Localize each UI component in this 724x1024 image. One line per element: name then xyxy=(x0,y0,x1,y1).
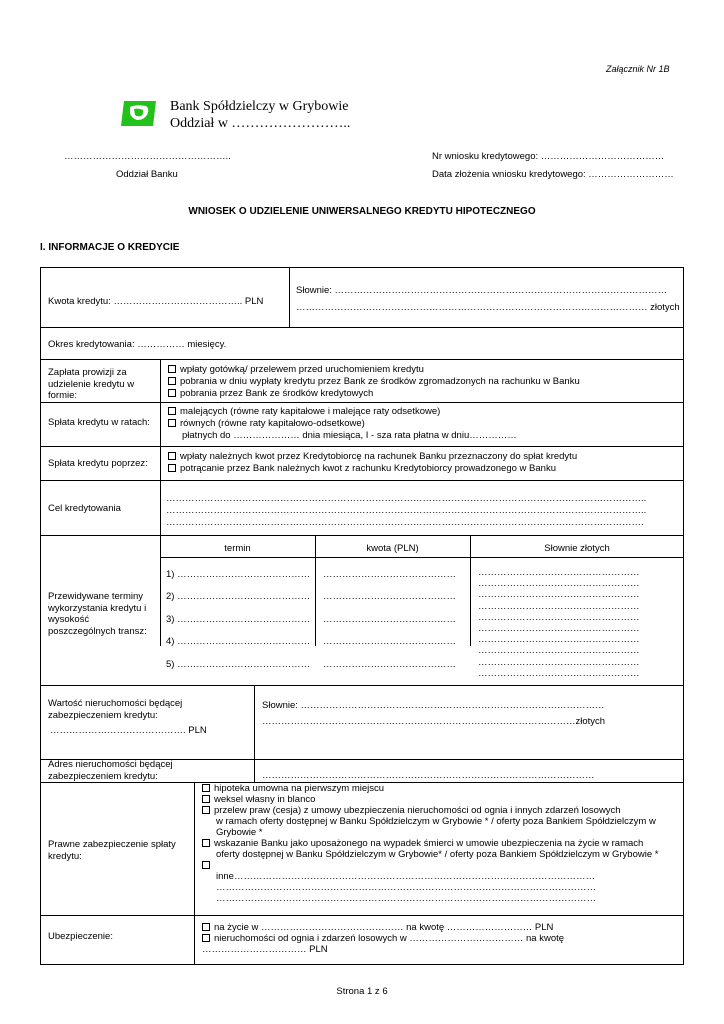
security-other-line-1[interactable]: ………………………………………………………………………………………………………… xyxy=(216,882,596,893)
tranche-amount-3[interactable]: …………………………………… xyxy=(323,614,456,625)
divider xyxy=(40,359,684,360)
divider xyxy=(40,327,684,328)
repayment-label: Spłata kredytu poprzez: xyxy=(48,458,148,469)
tranche-amount-5[interactable]: …………………………………… xyxy=(323,659,456,670)
insurance-options xyxy=(202,922,564,955)
security-other-line-2[interactable]: ………………………………………………………………………………………………………… xyxy=(216,893,596,904)
bank-name: Bank Spółdzielczy w Grybowie xyxy=(170,99,349,114)
insurance-option-life[interactable]: na życie w ……………………………………… na kwotę ……………………… PLN xyxy=(202,922,564,933)
section-title: I. INFORMACJE O KREDYCIE xyxy=(40,242,180,253)
tranche-amount-4[interactable]: …………………………………… xyxy=(323,636,456,647)
checkbox[interactable] xyxy=(168,365,176,373)
property-value-label: Wartość nieruchomości będącej zabezpieczeniem kredytu: xyxy=(48,698,183,721)
checkbox[interactable] xyxy=(202,806,210,814)
divider xyxy=(194,782,195,965)
tranche-amount-1[interactable]: …………………………………… xyxy=(323,569,456,580)
page-number: Strona 1 z 6 xyxy=(336,986,388,997)
security-option-assignment-cont2: Grybowie * xyxy=(216,827,263,838)
checkbox[interactable] xyxy=(168,377,176,385)
branch-dots[interactable]: …………………………………………….. xyxy=(64,151,231,162)
application-number-field[interactable]: Nr wniosku kredytowego: ………………………………… xyxy=(432,151,665,162)
page-title: WNIOSEK O UDZIELENIE UNIWERSALNEGO KREDYTU HIPOTECZNEGO xyxy=(188,206,536,217)
checkbox[interactable] xyxy=(168,419,176,427)
tranches-header-amount: kwota (PLN) xyxy=(366,543,419,554)
commission-option-1[interactable]: wpłaty gotówką/ przelewem przed uruchomieniem kredytu xyxy=(168,364,424,375)
security-option-other[interactable]: inne…………………………………………………………………………………………………… xyxy=(216,871,595,882)
insurance-option-property-amount[interactable]: …………………………… PLN xyxy=(202,944,328,955)
checkbox[interactable] xyxy=(168,407,176,415)
tranche-term-3[interactable]: 3) …………………………………… xyxy=(166,614,311,625)
checkbox[interactable] xyxy=(202,934,210,942)
security-option-assignment-cont: w ramach oferty dostępnej w Banku Spółdzielczym w Grybowie * / oferty poza Bankiem Spółdzielczym w xyxy=(216,816,656,827)
insurance-label: Ubezpieczenie: xyxy=(48,931,113,942)
property-value-pln[interactable]: ……………………………………. PLN xyxy=(50,725,207,736)
credit-period-field[interactable]: Okres kredytowania: …………… miesięcy. xyxy=(48,339,227,350)
installments-option-1[interactable]: malejących (równe raty kapitałowe i malejące raty odsetkowe) xyxy=(168,406,440,417)
divider xyxy=(40,402,684,403)
tranche-term-5[interactable]: 5) …………………………………… xyxy=(166,659,311,670)
tranches-label: Przewidywane terminy wykorzystania kredytu i wysokość poszczególnych transz: xyxy=(48,591,147,637)
property-value-words-1[interactable]: Słownie: …………………………………………………………………………………… xyxy=(262,700,605,711)
credit-amount-field[interactable]: Kwota kredytu: ………………………………….. PLN xyxy=(48,296,264,307)
security-option-promissory-note[interactable]: weksel własny in blanco xyxy=(202,794,658,805)
legal-security-label: Prawne zabezpieczenie spłaty kredytu: xyxy=(48,839,176,862)
attachment-label: Załącznik Nr 1B xyxy=(606,64,670,74)
tranche-words-lines[interactable]: …………………………………………… …………………………………………… …………………………………………… …………………………………………… …………………………………………… …………………………………………… …………………………………………… …………………………………………… …………………………………………… …………………………………………… xyxy=(478,567,640,679)
installments-payment-day[interactable]: płatnych do ………………… dnia miesiąca, I - sza rata płatna w dniu…………… xyxy=(182,430,517,441)
application-date-field[interactable]: Data złożenia wniosku kredytowego: ……………………… xyxy=(432,169,674,180)
tranche-term-1[interactable]: 1) …………………………………… xyxy=(166,569,311,580)
repayment-option-1[interactable]: wpłaty należnych kwot przez Kredytobiorcę na rachunek Banku przeznaczony do spłat kredytu xyxy=(168,451,577,462)
divider xyxy=(289,267,290,327)
divider xyxy=(40,480,684,481)
commission-option-2[interactable]: pobrania w dniu wypłaty kredytu przez Bank ze środków zgromadzonych na rachunku w Banku xyxy=(168,376,580,387)
repayment-option-2[interactable]: potrącanie przez Bank należnych kwot z rachunku Kredytobiorcy prowadzonego w Banku xyxy=(168,463,556,474)
checkbox[interactable] xyxy=(202,839,210,847)
tranche-amount-2[interactable]: …………………………………… xyxy=(323,591,456,602)
tranche-term-2[interactable]: 2) …………………………………… xyxy=(166,591,311,602)
divider xyxy=(254,685,255,782)
commission-option-3[interactable]: pobrania przez Bank ze środków kredytowych xyxy=(168,388,373,399)
installments-label: Spłata kredytu w ratach: xyxy=(48,417,150,428)
installments-option-2[interactable]: równych (równe raty kapitałowo-odsetkowe) xyxy=(168,418,365,429)
divider xyxy=(40,535,684,536)
credit-amount-words-2[interactable]: ………………………………………………………………………………………………… złotych xyxy=(296,302,680,313)
purpose-line-3[interactable]: ……………………………………………………………………………………………………………………………………. xyxy=(166,517,644,528)
checkbox[interactable] xyxy=(202,795,210,803)
security-option-beneficiary[interactable]: wskazanie Banku jako uposażonego na wypadek śmierci w umowie ubezpieczenia na życie w ramach xyxy=(202,838,658,849)
property-address-label: Adres nieruchomości będącej zabezpieczeniem kredytu: xyxy=(48,759,173,782)
tranche-term-4[interactable]: 4) …………………………………… xyxy=(166,636,311,647)
divider xyxy=(40,915,684,916)
security-option-assignment[interactable]: przelew praw (cesja) z umowy ubezpieczenia nieruchomości od ognia i innych zdarzeń losowych xyxy=(202,805,658,816)
insurance-option-property[interactable]: nieruchomości od ognia i zdarzeń losowych w ……………………………… na kwotę xyxy=(202,933,564,944)
tranches-header-term: termin xyxy=(224,543,251,554)
divider xyxy=(40,446,684,447)
purpose-label: Cel kredytowania xyxy=(48,503,121,514)
checkbox[interactable] xyxy=(168,452,176,460)
property-address-field[interactable]: …………………………………………………………………………………………… xyxy=(262,770,595,781)
bank-branch: Oddział w …………………….. xyxy=(170,116,351,131)
checkbox[interactable] xyxy=(168,464,176,472)
property-value-words-2[interactable]: ………………………………………………………………………………………złotych xyxy=(262,716,606,727)
legal-security-options xyxy=(202,783,658,904)
checkbox[interactable] xyxy=(202,861,210,869)
commission-label: Zapłata prowizji za udzielenie kredytu w formie: xyxy=(48,367,135,401)
divider xyxy=(40,685,684,686)
divider xyxy=(160,557,684,558)
credit-amount-words-1[interactable]: Słownie: …………………………………………………………………………………………… xyxy=(296,285,668,296)
security-option-other-checkbox[interactable] xyxy=(202,860,658,871)
checkbox[interactable] xyxy=(202,923,210,931)
purpose-line-1[interactable]: …………………………………………………………………………………………………………………………………….. xyxy=(166,493,647,504)
branch-label: Oddział Banku xyxy=(116,169,178,180)
tranches-header-words: Słownie złotych xyxy=(544,543,610,554)
checkbox[interactable] xyxy=(202,784,210,792)
bank-logo xyxy=(120,99,158,128)
checkbox[interactable] xyxy=(168,389,176,397)
security-option-beneficiary-cont: oferty dostępnej w Banku Spółdzielczym w Grybowie* / oferty poza Bankiem Spółdzielczym w Grybowie * xyxy=(216,849,659,860)
security-option-mortgage[interactable]: hipoteka umowna na pierwszym miejscu xyxy=(202,783,658,794)
purpose-line-2[interactable]: …………………………………………………………………………………………………………………………………….. xyxy=(166,505,647,516)
